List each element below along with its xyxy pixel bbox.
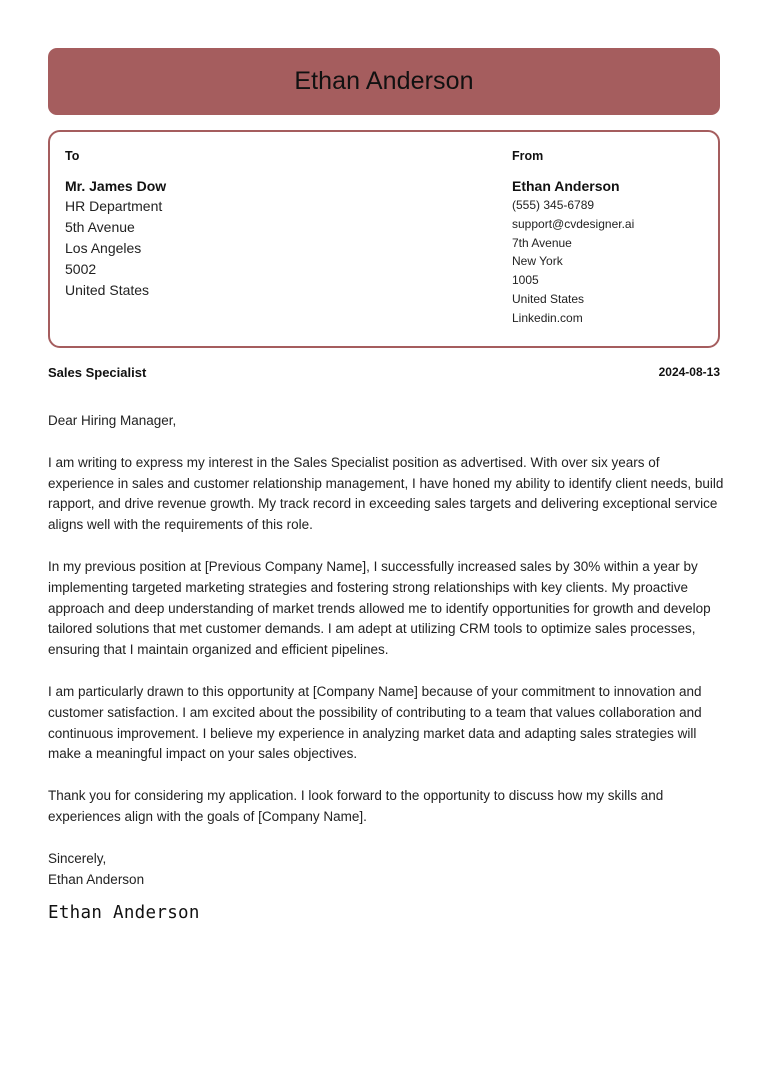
sender-street: 7th Avenue (512, 235, 572, 250)
recipient-country: United States (65, 282, 150, 298)
letter-paragraph: I am particularly drawn to this opportunity at [Company Name] because of your commitment to innovation and customer satisfaction. I am excited about the possibility of contributing to a team that values collaboration and continuous improvement. I believe my experience in analyzing market data and adapting sales strategies will make a meaningful impact on your sales objectives. (48, 683, 702, 762)
sender-city: New York (512, 254, 563, 269)
letter-paragraph: In my previous position at [Previous Company Name], I successfully increased sales by 30% within a year by implementing targeted marketing strategies and fostering strong relationships with key clients. My proactive approach and deep understanding of market trends allowed me to identify opportunities for growth and develop tailored solutions that met customer demands. I am adept at utilizing CRM tools to optimize sales processes, ensuring that I maintain organized and efficient pipelines. (48, 558, 711, 658)
sender-phone: (555) 345-6789 (512, 198, 595, 212)
sender-country: United States (512, 291, 585, 306)
header-banner (48, 48, 720, 115)
recipient-postcode: 5002 (65, 261, 97, 277)
letter-date: 2024-08-13 (658, 365, 720, 379)
sender-postcode: 1005 (512, 273, 539, 288)
sender-linkedin: Linkedin.com (512, 310, 583, 325)
sender-name: Ethan Anderson (512, 178, 620, 194)
position-title: Sales Specialist (48, 365, 147, 380)
recipient-name: Mr. James Dow (65, 178, 167, 194)
letter-body (48, 411, 724, 890)
letter-closing-name: Ethan Anderson (48, 871, 145, 887)
recipient-department: HR Department (65, 198, 163, 214)
recipient-address (65, 196, 162, 301)
sender-email: support@cvdesigner.ai (512, 216, 635, 231)
address-card (48, 130, 720, 348)
recipient-city: Los Angeles (65, 240, 142, 256)
letter-closing: Sincerely, (48, 850, 107, 866)
recipient-street: 5th Avenue (65, 219, 135, 235)
applicant-name: Ethan Anderson (294, 67, 474, 95)
letter-paragraph: Thank you for considering my application. I look forward to the opportunity to discuss how my skills and experiences align with the goals of [Company Name]. (48, 788, 664, 824)
letter-greeting: Dear Hiring Manager, (48, 413, 177, 428)
recipient-label: To (65, 149, 80, 163)
sender-label: From (512, 149, 544, 163)
signature: Ethan Anderson (48, 903, 200, 923)
sender-contact (512, 196, 634, 328)
letter-paragraph: I am writing to express my interest in the Sales Specialist position as advertised. With over six years of experience in sales and customer relationship management, I have honed my ability to identify client needs, build rapport, and drive revenue growth. My track record in exceeding sales targets and delivering exceptional service aligns well with the requirements of this role. (48, 454, 724, 533)
